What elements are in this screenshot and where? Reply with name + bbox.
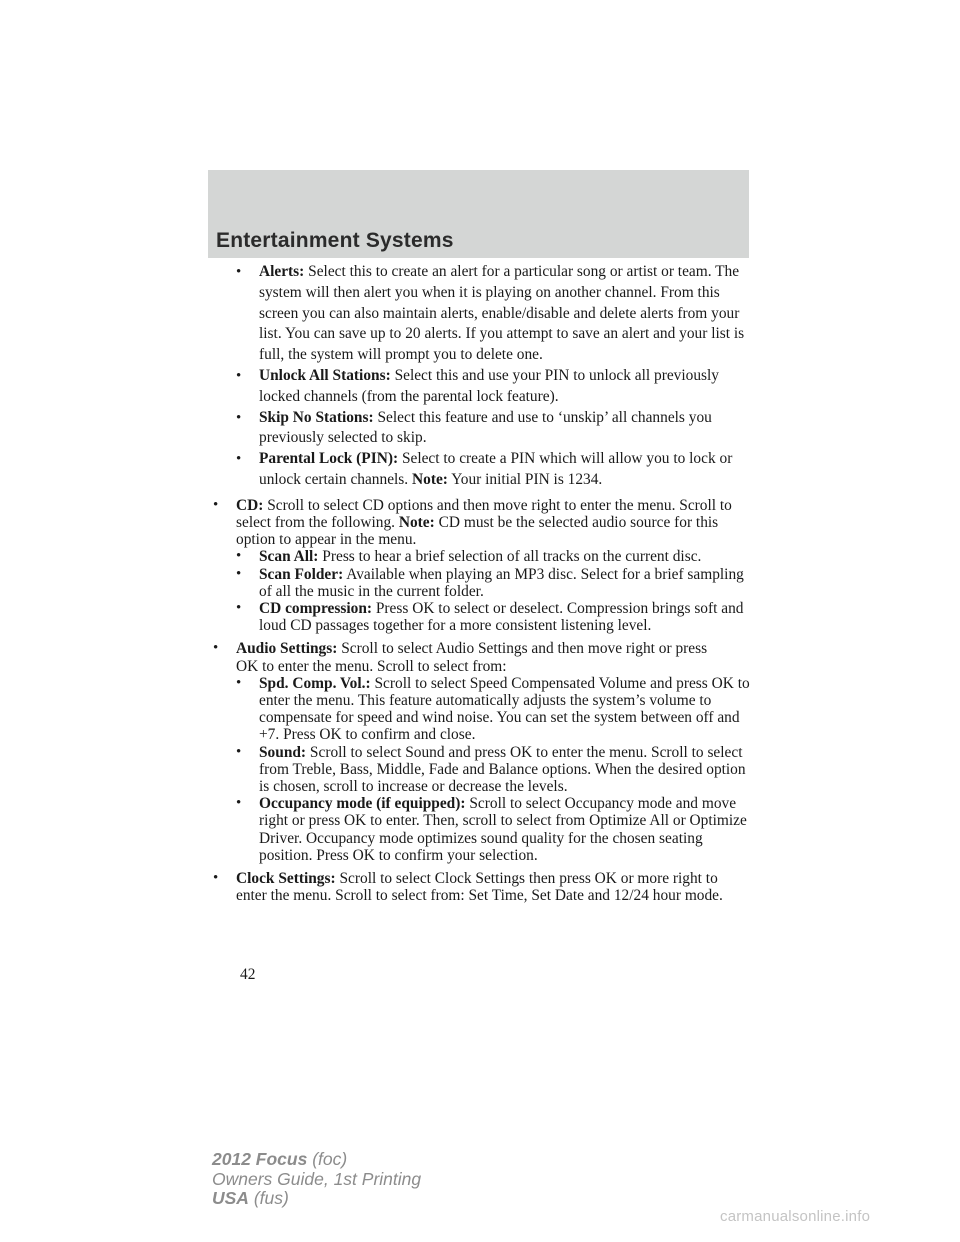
item-term: Spd. Comp. Vol.: bbox=[259, 674, 371, 692]
bullet-icon: • bbox=[236, 548, 242, 565]
footer-market: USA bbox=[212, 1188, 249, 1208]
note-label: Note: bbox=[398, 513, 435, 531]
item-text: Select this to create an alert for a particular song or artist or team. The system will then alert you when it is playing on another channel. From this screen you can also maintain alerts, enable/disable and delete alerts from your list. You can save up to 20 alerts. If you attempt to save an alert and your list is full, the system will prompt you to delete one. bbox=[259, 263, 745, 364]
item-term: Skip No Stations: bbox=[259, 408, 374, 426]
footer-model-code: (foc) bbox=[312, 1149, 348, 1169]
list-item-parental-lock bbox=[236, 449, 756, 491]
note-text: CD must be the selected audio source for this option to appear in the menu. bbox=[236, 513, 719, 549]
list-item-cd-compression bbox=[236, 600, 756, 634]
page-content bbox=[213, 262, 756, 905]
item-term: Clock Settings: bbox=[236, 870, 336, 888]
item-term: CD: bbox=[236, 496, 264, 514]
item-text: Scroll to select Speed Compensated Volume and press OK to enter the menu. This feature automatically adjusts the system’s volume to compensate for speed and wind noise. You can set the system between off and +7. Press OK to confirm and close. bbox=[259, 674, 750, 744]
footer-line-printing: Owners Guide, 1st Printing bbox=[212, 1168, 422, 1189]
bullet-icon: • bbox=[236, 795, 242, 812]
item-term: CD compression: bbox=[259, 599, 373, 617]
bullet-icon: • bbox=[236, 674, 242, 691]
bullet-icon: • bbox=[236, 367, 242, 384]
bullet-icon: • bbox=[213, 496, 219, 513]
print-footer bbox=[212, 1150, 421, 1209]
item-text: Select to create a PIN which will allow you to lock or unlock certain channels. bbox=[259, 450, 733, 488]
note-text: Your initial PIN is 1234. bbox=[451, 470, 603, 488]
bullet-icon: • bbox=[236, 743, 242, 760]
list-item-scan-folder bbox=[236, 566, 756, 600]
list-item-scan-all bbox=[236, 548, 756, 565]
item-text: Scroll to select Occupancy mode and move right or press OK to enter. Then, scroll to select from Optimize All or Optimize Driver. Occupancy mode optimizes sound quality for the chosen seating position. Press OK to confirm your selection. bbox=[259, 795, 747, 864]
item-text: Select this and use your PIN to unlock all previously locked channels (from the parental lock feature). bbox=[259, 366, 719, 405]
list-item-skip-no-stations bbox=[236, 408, 756, 450]
item-term: Alerts: bbox=[259, 263, 305, 280]
bullet-icon: • bbox=[236, 409, 242, 426]
bullet-icon: • bbox=[236, 599, 242, 616]
bullet-icon: • bbox=[213, 870, 219, 887]
footer-line-model bbox=[212, 1150, 421, 1170]
list-item-unlock-all-stations bbox=[236, 366, 756, 408]
item-text: Scroll to select Sound and press OK to enter the menu. Scroll to select from Treble, Bass, Middle, Fade and Balance options. When the desired option is chosen, scroll to increase or decrease the levels. bbox=[259, 743, 746, 796]
list-item-occupancy-mode bbox=[236, 795, 756, 864]
list-item-cd bbox=[213, 497, 733, 549]
footer-line-market bbox=[212, 1189, 421, 1209]
list-item-spd-comp-vol bbox=[236, 675, 756, 744]
bullet-icon: • bbox=[213, 640, 219, 657]
item-term: Parental Lock (PIN): bbox=[259, 450, 399, 468]
item-text: Press OK to select or deselect. Compression brings soft and loud CD passages together for a more consistent listening level. bbox=[259, 599, 744, 635]
footer-model-year: 2012 Focus bbox=[212, 1149, 308, 1169]
item-term: Sound: bbox=[259, 743, 307, 761]
item-term: Scan All: bbox=[259, 548, 319, 566]
list-item-clock-settings bbox=[213, 870, 733, 904]
footer-market-code: (fus) bbox=[253, 1188, 289, 1208]
item-term: Audio Settings: bbox=[236, 640, 338, 658]
bullet-icon: • bbox=[236, 264, 242, 280]
note-label: Note: bbox=[412, 470, 448, 488]
item-text: Scroll to select CD options and then move right to enter the menu. Scroll to select from the following. bbox=[236, 496, 732, 531]
item-text: Select this feature and use to ‘unskip’ all channels you previously selected to skip. bbox=[259, 408, 712, 447]
list-item-audio-settings bbox=[213, 640, 733, 674]
item-term: Occupancy mode (if equipped): bbox=[259, 795, 466, 813]
item-text: Scroll to select Audio Settings and then move right or press OK to enter the menu. Scroll to select from: bbox=[236, 640, 708, 675]
list-item-sound bbox=[236, 744, 756, 796]
watermark-text: carmanualsonline.info bbox=[720, 1208, 871, 1225]
bullet-icon: • bbox=[236, 451, 242, 468]
item-text: Scroll to select Clock Settings then press OK or more right to enter the menu. Scroll to select from: Set Time, Set Date and 12/24 hour mode. bbox=[236, 870, 723, 905]
item-term: Unlock All Stations: bbox=[259, 366, 391, 384]
item-text: Press to hear a brief selection of all tracks on the current disc. bbox=[322, 548, 702, 566]
page-number: 42 bbox=[240, 966, 256, 983]
item-term: Scan Folder: bbox=[259, 565, 344, 583]
section-title: Entertainment Systems bbox=[216, 229, 454, 252]
bullet-icon: • bbox=[236, 565, 242, 582]
list-item-alerts bbox=[236, 262, 756, 366]
item-text: Available when playing an MP3 disc. Select for a brief sampling of all the music in the current folder. bbox=[259, 565, 744, 600]
